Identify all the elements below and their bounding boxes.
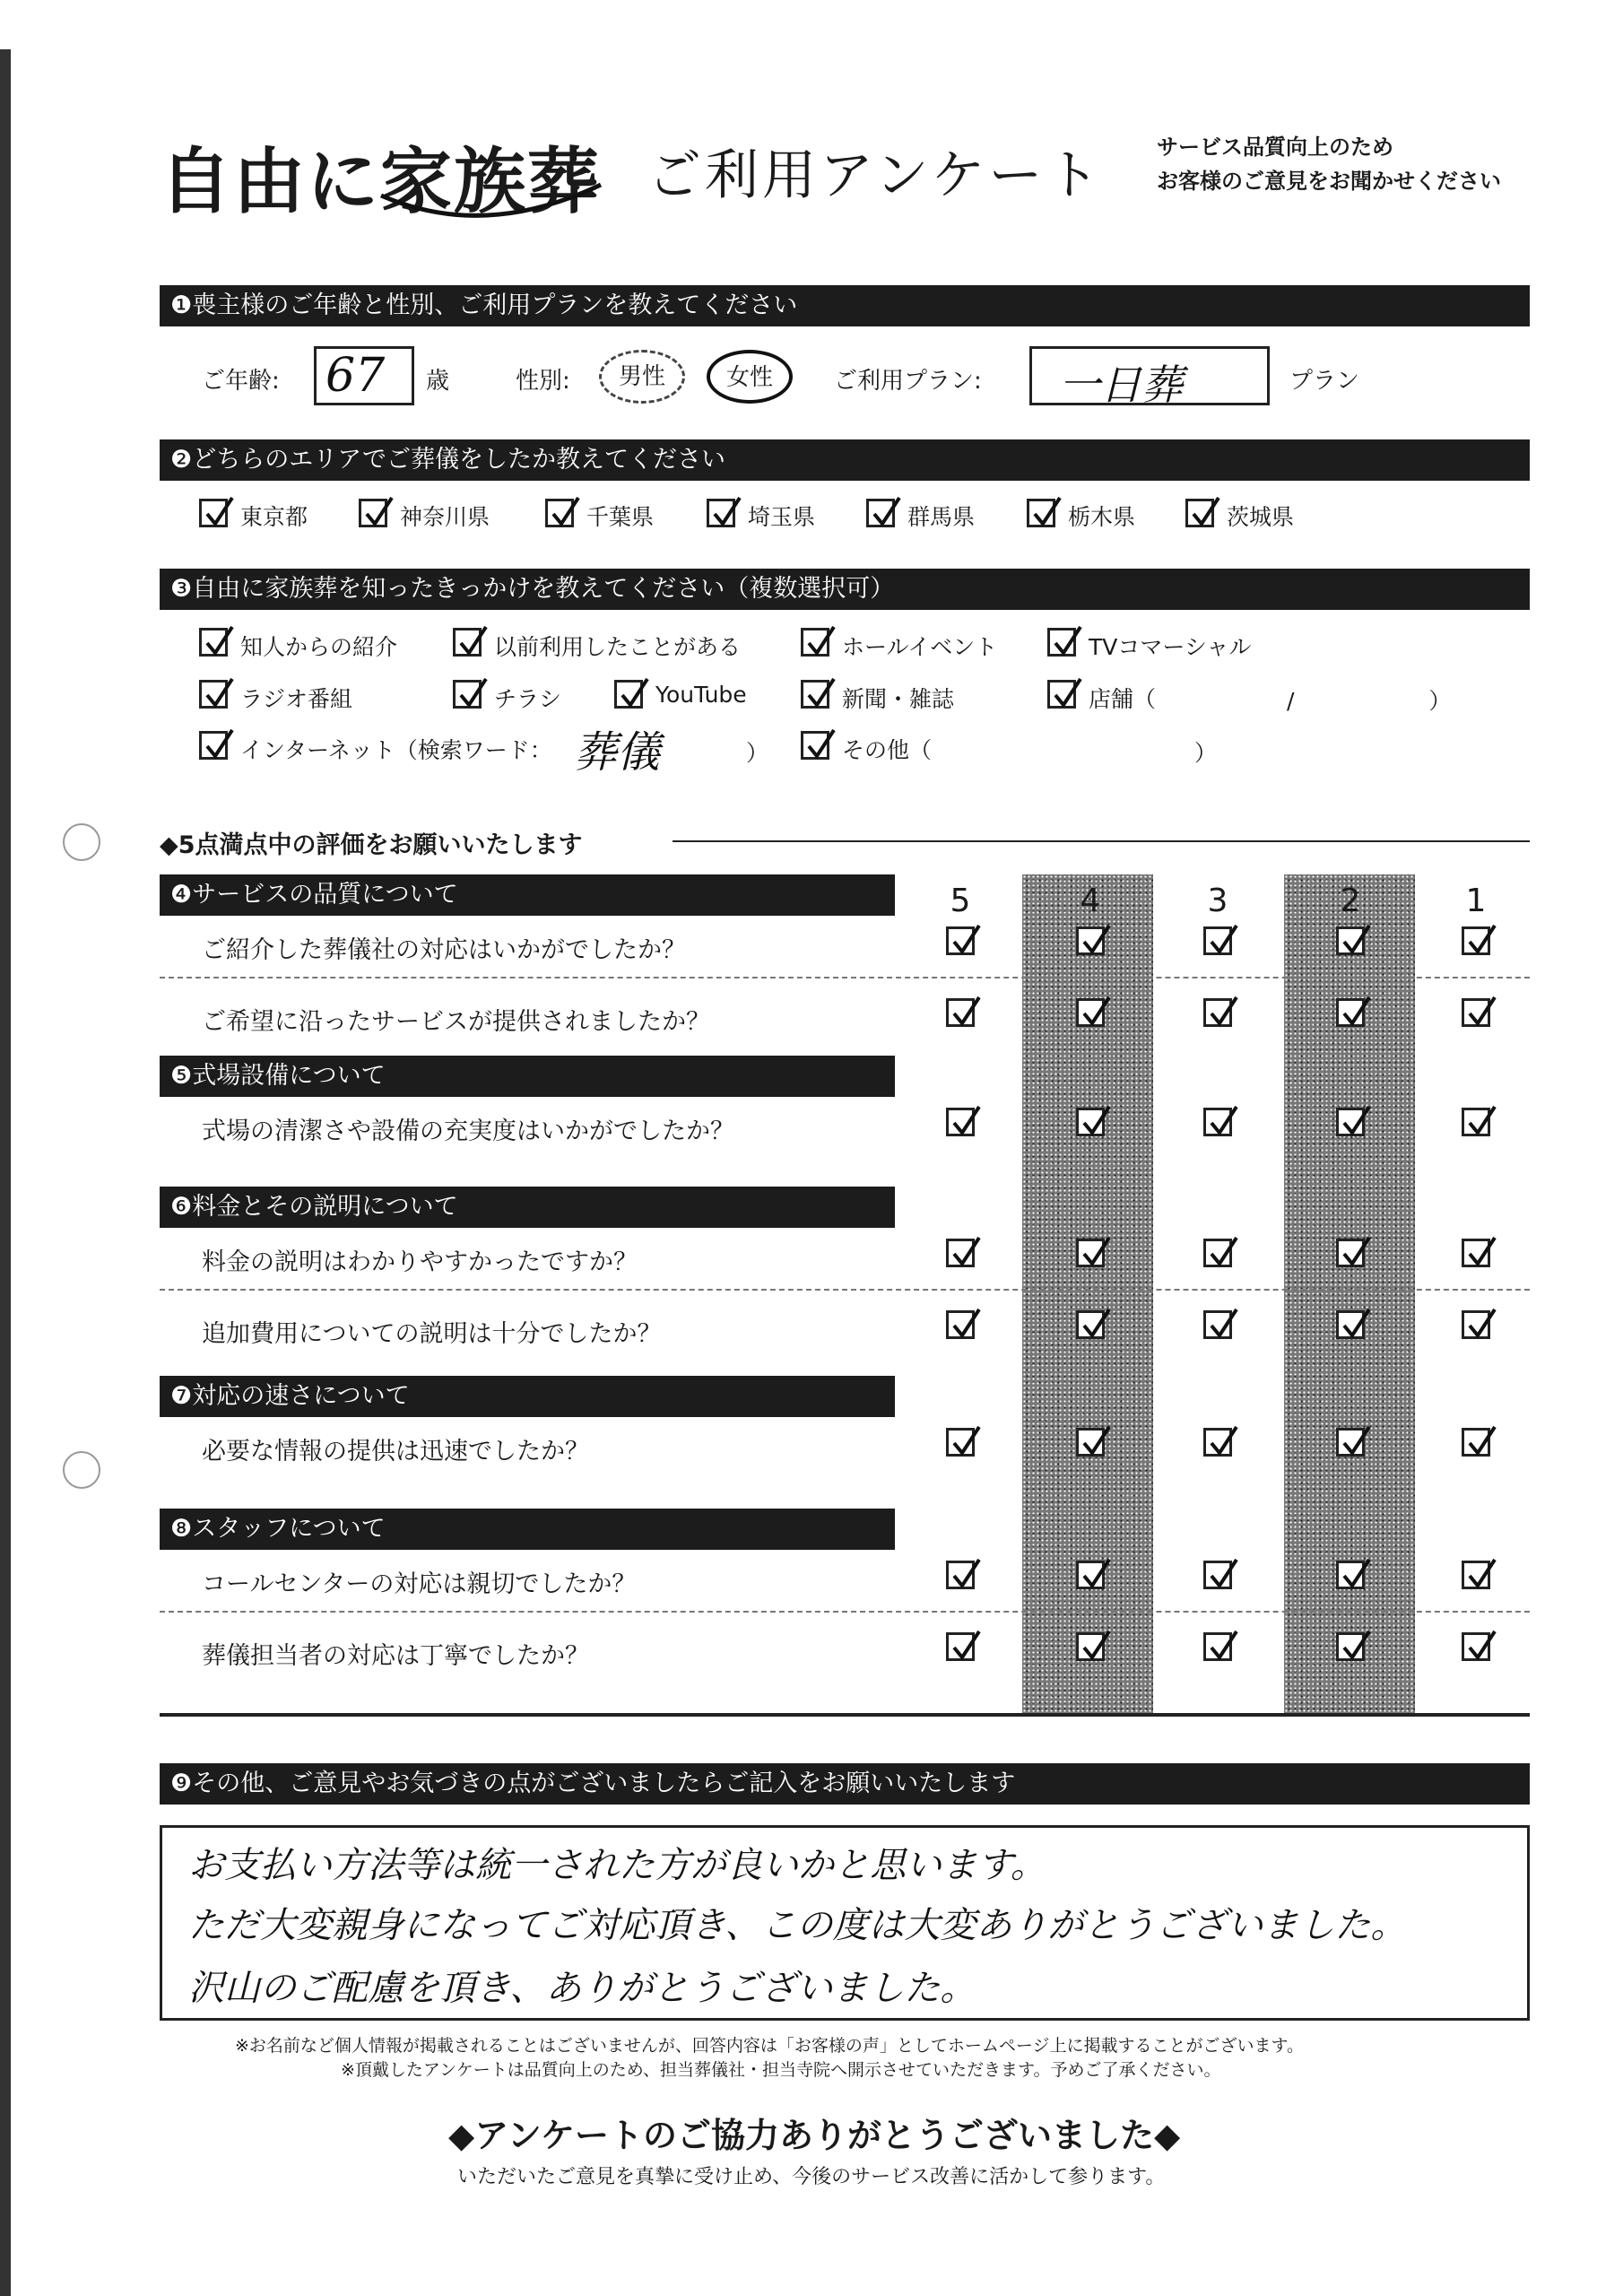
- source-checkbox[interactable]: [801, 680, 829, 709]
- source-option-label: インターネット（検索ワード：: [240, 737, 552, 763]
- check-mark-icon: [1206, 1234, 1240, 1270]
- closing-message: いただいたご意見を真摯に受け止め、今後のサービス改善に活かして参ります。: [457, 2166, 1166, 2188]
- rating-checkbox[interactable]: [1336, 1310, 1365, 1339]
- section2-title: ❷どちらのエリアでご葬儀をしたか教えてください: [160, 439, 1530, 481]
- rating-checkbox[interactable]: [1336, 998, 1365, 1027]
- privacy-note: ※お名前など個人情報が掲載されることはございませんが、回答内容は「お客様の声」としてホームページ上に掲載することがございます。: [235, 2036, 1305, 2056]
- source-checkbox[interactable]: [199, 731, 228, 760]
- check-mark-icon: [949, 922, 983, 958]
- check-mark-icon: [1206, 1556, 1240, 1592]
- check-mark-icon: [709, 494, 743, 530]
- check-mark-icon: [1050, 623, 1084, 659]
- store-paren-close: / ）: [1287, 688, 1452, 714]
- rating-checkbox[interactable]: [1076, 1428, 1105, 1457]
- check-mark-icon: [1206, 994, 1240, 1030]
- area-option-label: 東京都: [240, 504, 308, 530]
- source-checkbox[interactable]: [453, 628, 482, 657]
- rating-checkbox[interactable]: [1203, 1108, 1232, 1136]
- comment-line: お支払い方法等は統一された方が良いかと思います。: [188, 1845, 1046, 1886]
- area-checkbox[interactable]: [1027, 499, 1055, 527]
- check-mark-icon: [202, 623, 236, 659]
- check-mark-icon: [1079, 994, 1113, 1030]
- check-mark-icon: [1464, 1234, 1498, 1270]
- rating-checkbox[interactable]: [1203, 1239, 1232, 1267]
- check-mark-icon: [1079, 1556, 1113, 1592]
- check-mark-icon: [361, 494, 395, 530]
- rating-question: 料金の説明はわかりやすかったですか？: [202, 1248, 638, 1276]
- rating-checkbox[interactable]: [1462, 1108, 1490, 1136]
- rating-checkbox[interactable]: [1336, 1561, 1365, 1589]
- check-mark-icon: [1339, 1103, 1373, 1139]
- check-mark-icon: [949, 1628, 983, 1664]
- rating-checkbox[interactable]: [946, 1108, 975, 1136]
- check-mark-icon: [1079, 922, 1113, 958]
- check-mark-icon: [1206, 1306, 1240, 1342]
- rating-checkbox[interactable]: [1462, 1561, 1490, 1589]
- rating-checkbox[interactable]: [1462, 1239, 1490, 1267]
- check-mark-icon: [1464, 1103, 1498, 1139]
- check-mark-icon: [1464, 1628, 1498, 1664]
- rating-group-title: ❻料金とその説明について: [160, 1187, 895, 1228]
- check-mark-icon: [1339, 1306, 1373, 1342]
- area-checkbox[interactable]: [1185, 499, 1214, 527]
- check-mark-icon: [1464, 1423, 1498, 1459]
- source-checkbox[interactable]: [1047, 628, 1076, 657]
- rating-checkbox[interactable]: [1462, 926, 1490, 955]
- rating-group-title: ❽スタッフについて: [160, 1509, 895, 1550]
- rating-question: 追加費用についての説明は十分でしたか？: [202, 1320, 662, 1348]
- area-option-label: 千葉県: [586, 504, 655, 530]
- rating-question: 葬儀担当者の対応は丁寧でしたか？: [202, 1642, 589, 1670]
- scan-edge: [0, 49, 11, 2296]
- rating-question: 式場の清潔さや設備の充実度はいかがでしたか？: [202, 1118, 734, 1145]
- rating-checkbox[interactable]: [946, 1632, 975, 1661]
- check-mark-icon: [1464, 922, 1498, 958]
- rating-checkbox[interactable]: [1076, 1239, 1105, 1267]
- thanks-message: ◆アンケートのご協力ありがとうございました◆: [448, 2116, 1181, 2155]
- area-option-label: 群馬県: [907, 504, 976, 530]
- source-checkbox[interactable]: [801, 628, 829, 657]
- check-mark-icon: [1339, 1234, 1373, 1270]
- check-mark-icon: [1079, 1306, 1113, 1342]
- section9-title: ❾その他、ご意見やお気づきの点がございましたらご記入をお願いいたします: [160, 1763, 1530, 1805]
- rating-question: 必要な情報の提供は迅速でしたか？: [202, 1438, 589, 1465]
- source-option-label: 以前利用したことがある: [494, 634, 742, 660]
- internet-paren-close: ）: [746, 740, 769, 766]
- source-checkbox[interactable]: [614, 680, 643, 709]
- check-mark-icon: [456, 675, 490, 711]
- question-divider: [160, 1289, 1530, 1291]
- rating-checkbox[interactable]: [1076, 1108, 1105, 1136]
- check-mark-icon: [202, 494, 236, 530]
- rating-checkbox[interactable]: [946, 1561, 975, 1589]
- check-mark-icon: [456, 623, 490, 659]
- source-option-label: ホールイベント: [842, 634, 998, 660]
- check-mark-icon: [1206, 1423, 1240, 1459]
- source-option-label: ラジオ番組: [240, 686, 353, 712]
- disclosure-note: ※頂戴したアンケートは品質向上のため、担当葬儀社・担当寺院へ開示させていただきます。予めご了承ください。: [341, 2060, 1221, 2080]
- question-divider: [160, 977, 1530, 978]
- check-mark-icon: [1188, 494, 1222, 530]
- rating-checkbox[interactable]: [946, 926, 975, 955]
- source-checkbox[interactable]: [1047, 680, 1076, 709]
- check-mark-icon: [803, 623, 838, 659]
- gender-label: 性別:: [516, 368, 570, 395]
- rating-checkbox[interactable]: [1076, 1632, 1105, 1661]
- area-option-label: 栃木県: [1068, 504, 1136, 530]
- rating-column-header: 4: [1080, 883, 1101, 919]
- check-mark-icon: [1464, 1306, 1498, 1342]
- source-option-label: 店舗（: [1089, 686, 1157, 712]
- rating-checkbox[interactable]: [1462, 1428, 1490, 1457]
- source-option-label: チラシ: [494, 686, 562, 712]
- age-field[interactable]: [314, 346, 414, 405]
- check-mark-icon: [1079, 1103, 1113, 1139]
- check-mark-icon: [1079, 1423, 1113, 1459]
- rating-group-title: ❹サービスの品質について: [160, 874, 895, 916]
- rating-checkbox[interactable]: [1336, 1428, 1365, 1457]
- rating-checkbox[interactable]: [946, 998, 975, 1027]
- rating-checkbox[interactable]: [946, 1239, 975, 1267]
- age-label: ご年齢:: [202, 368, 280, 395]
- area-option-label: 茨城県: [1227, 504, 1295, 530]
- source-option-label: 新聞・雑誌: [842, 686, 955, 712]
- rating-group-title: ❺式場設備について: [160, 1056, 895, 1097]
- rating-checkbox[interactable]: [946, 1428, 975, 1457]
- check-mark-icon: [1339, 1628, 1373, 1664]
- check-mark-icon: [803, 675, 838, 711]
- check-mark-icon: [869, 494, 903, 530]
- rating-checkbox[interactable]: [1203, 1561, 1232, 1589]
- plan-unit: プラン: [1289, 368, 1360, 395]
- check-mark-icon: [1029, 494, 1063, 530]
- gender-female-option[interactable]: 女性: [707, 350, 793, 404]
- area-checkbox[interactable]: [359, 499, 387, 527]
- rating-checkbox[interactable]: [1203, 926, 1232, 955]
- rating-question: コールセンターの対応は親切でしたか？: [202, 1570, 637, 1598]
- check-mark-icon: [803, 726, 838, 762]
- rating-checkbox[interactable]: [1076, 1561, 1105, 1589]
- other-paren-close: ）: [1194, 740, 1218, 766]
- rating-question: ご紹介した葬儀社の対応はいかがでしたか？: [202, 936, 686, 964]
- plan-value: 一日葬: [1059, 361, 1183, 409]
- check-mark-icon: [1050, 675, 1084, 711]
- check-mark-icon: [617, 675, 651, 711]
- punch-hole: [63, 1451, 100, 1489]
- question-divider: [160, 1611, 1530, 1613]
- plan-label: ご利用プラン:: [834, 368, 982, 395]
- rating-checkbox[interactable]: [946, 1310, 975, 1339]
- check-mark-icon: [1206, 1103, 1240, 1139]
- header-notice: お客様のご意見をお聞かせください: [1157, 169, 1501, 194]
- punch-hole: [63, 823, 100, 861]
- source-option-label: 知人からの紹介: [240, 634, 398, 660]
- source-checkbox[interactable]: [453, 680, 482, 709]
- source-checkbox[interactable]: [199, 628, 228, 657]
- check-mark-icon: [202, 726, 236, 762]
- check-mark-icon: [1339, 994, 1373, 1030]
- check-mark-icon: [1464, 1556, 1498, 1592]
- rating-checkbox[interactable]: [1336, 1632, 1365, 1661]
- source-checkbox[interactable]: [801, 731, 829, 760]
- comment-line: ただ大変親身になってご対応頂き、この度は大変ありがとうございました。: [188, 1905, 1407, 1946]
- check-mark-icon: [1339, 1556, 1373, 1592]
- rating-group-title: ❼対応の速さについて: [160, 1376, 895, 1417]
- check-mark-icon: [548, 494, 582, 530]
- internet-search-value: 葬儀: [574, 727, 661, 778]
- rating-checkbox[interactable]: [1203, 1310, 1232, 1339]
- check-mark-icon: [949, 1306, 983, 1342]
- survey-subtitle: ご利用アンケート: [647, 144, 1104, 207]
- plan-field[interactable]: [1029, 346, 1270, 409]
- title-swoosh: [377, 178, 610, 231]
- check-mark-icon: [949, 1556, 983, 1592]
- rating-checkbox[interactable]: [1203, 1428, 1232, 1457]
- rating-checkbox[interactable]: [1076, 1310, 1105, 1339]
- area-checkbox[interactable]: [199, 499, 228, 527]
- rating-column-header: 3: [1207, 883, 1228, 919]
- check-mark-icon: [1464, 994, 1498, 1030]
- gender-male-option[interactable]: 男性: [599, 350, 685, 404]
- check-mark-icon: [949, 1423, 983, 1459]
- check-mark-icon: [949, 1234, 983, 1270]
- rating-checkbox[interactable]: [1336, 1239, 1365, 1267]
- check-mark-icon: [1079, 1628, 1113, 1664]
- rating-checkbox[interactable]: [1336, 1108, 1365, 1136]
- rating-question: ご希望に沿ったサービスが提供されましたか？: [202, 1008, 710, 1036]
- divider: [160, 1713, 1530, 1717]
- area-checkbox[interactable]: [866, 499, 895, 527]
- source-option-label: YouTube: [655, 682, 747, 708]
- rating-checkbox[interactable]: [1336, 926, 1365, 955]
- check-mark-icon: [1206, 922, 1240, 958]
- section1-title: ❶喪主様のご年齢と性別、ご利用プランを教えてください: [160, 285, 1530, 326]
- rating-checkbox[interactable]: [1076, 998, 1105, 1027]
- check-mark-icon: [1079, 1234, 1113, 1270]
- section3-title: ❸自由に家族葬を知ったきっかけを教えてください（複数選択可）: [160, 569, 1530, 610]
- comment-line: 沢山のご配慮を頂き、ありがとうございました。: [188, 1968, 976, 2009]
- rating-checkbox[interactable]: [1462, 1310, 1490, 1339]
- rating-column-header: 5: [950, 883, 971, 919]
- header-notice: サービス品質向上のため: [1157, 135, 1393, 160]
- area-checkbox[interactable]: [545, 499, 574, 527]
- rating-column-header: 2: [1340, 883, 1361, 919]
- check-mark-icon: [949, 994, 983, 1030]
- divider: [673, 840, 1530, 842]
- check-mark-icon: [1206, 1628, 1240, 1664]
- check-mark-icon: [1339, 922, 1373, 958]
- rating-checkbox[interactable]: [1076, 926, 1105, 955]
- age-value: 67: [325, 349, 386, 403]
- rating-checkbox[interactable]: [1203, 998, 1232, 1027]
- age-unit: 歳: [426, 368, 450, 395]
- rating-checkbox[interactable]: [1462, 998, 1490, 1027]
- rating-checkbox[interactable]: [1462, 1632, 1490, 1661]
- source-checkbox[interactable]: [199, 680, 228, 709]
- check-mark-icon: [949, 1103, 983, 1139]
- area-checkbox[interactable]: [707, 499, 735, 527]
- area-option-label: 神奈川県: [400, 504, 490, 530]
- area-option-label: 埼玉県: [748, 504, 816, 530]
- check-mark-icon: [1339, 1423, 1373, 1459]
- check-mark-icon: [202, 675, 236, 711]
- rating-column-header: 1: [1465, 883, 1487, 919]
- rating-header: ◆5点満点中の評価をお願いいたします: [160, 831, 583, 859]
- source-option-label: TVコマーシャル: [1089, 634, 1252, 660]
- rating-checkbox[interactable]: [1203, 1632, 1232, 1661]
- source-option-label: その他（: [842, 737, 933, 763]
- brand-title: 自由に家族葬: [160, 140, 601, 223]
